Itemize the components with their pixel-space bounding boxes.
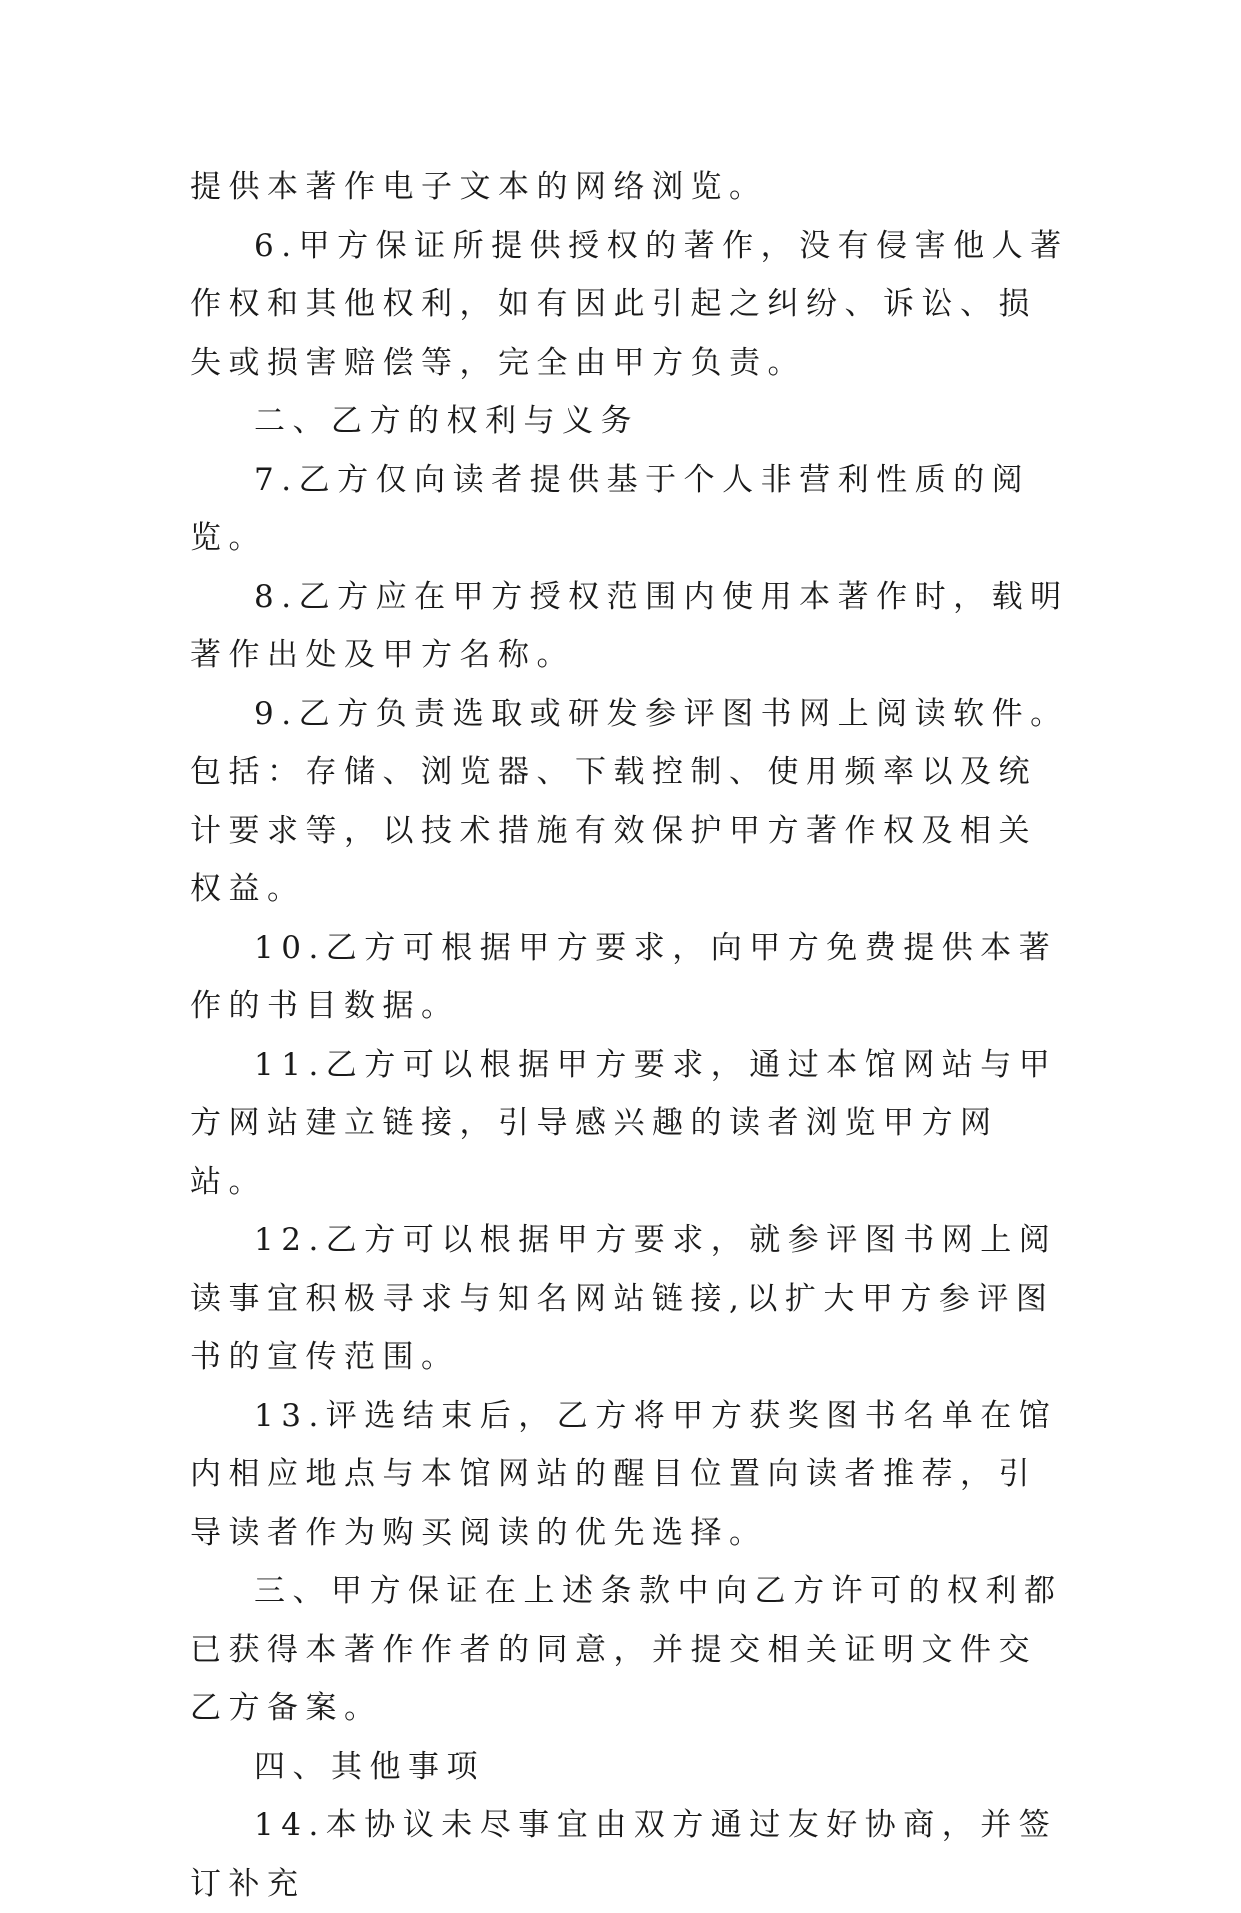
section-heading-3: 三、甲方保证在上述条款中向乙方许可的权利都已获得本著作作者的同意，并提交相关证明文件交乙方备案。	[190, 1573, 1063, 1726]
paragraph-clause-7: 7.乙方仅向读者提供基于个人非营利性质的阅览。	[190, 461, 1031, 556]
paragraph-clause-12: 12.乙方可以根据甲方要求，就参评图书网上阅读事宜积极寻求与知名网站链接,以扩大甲方参评图书的宣传范围。	[190, 1222, 1058, 1375]
paragraph-clause-6: 6.甲方保证所提供授权的著作，没有侵害他人著作权和其他权利，如有因此引起之纠纷、诉讼、损失或损害赔偿等，完全由甲方负责。	[190, 227, 1069, 381]
paragraph-clause-10: 10.乙方可根据甲方要求，向甲方免费提供本著作的书目数据。	[190, 929, 1058, 1024]
section-heading-2: 二、乙方的权利与义务	[254, 403, 639, 439]
document-body	[190, 158, 1070, 1913]
paragraph-clause-13: 13.评选结束后，乙方将甲方获奖图书名单在馆内相应地点与本馆网站的醒目位置向读者推荐，引导读者作为购买阅读的优先选择。	[190, 1397, 1058, 1551]
paragraph-clause-8: 8.乙方应在甲方授权范围内使用本著作时，载明著作出处及甲方名称。	[190, 578, 1069, 673]
paragraph-clause-9: 9.乙方负责选取或研发参评图书网上阅读软件。包括：存储、浏览器、下载控制、使用频率以及统计要求等，以技术措施有效保护甲方著作权及相关权益。	[190, 695, 1069, 907]
paragraph-clause-11: 11.乙方可以根据甲方要求，通过本馆网站与甲方网站建立链接，引导感兴趣的读者浏览甲方网站。	[190, 1046, 1058, 1200]
section-heading-4: 四、其他事项	[254, 1748, 485, 1785]
paragraph-continuation: 提供本著作电子文本的网络浏览。	[190, 169, 768, 205]
paragraph-clause-14: 14.本协议未尽事宜由双方通过友好协商，并签订补充	[190, 1807, 1058, 1902]
